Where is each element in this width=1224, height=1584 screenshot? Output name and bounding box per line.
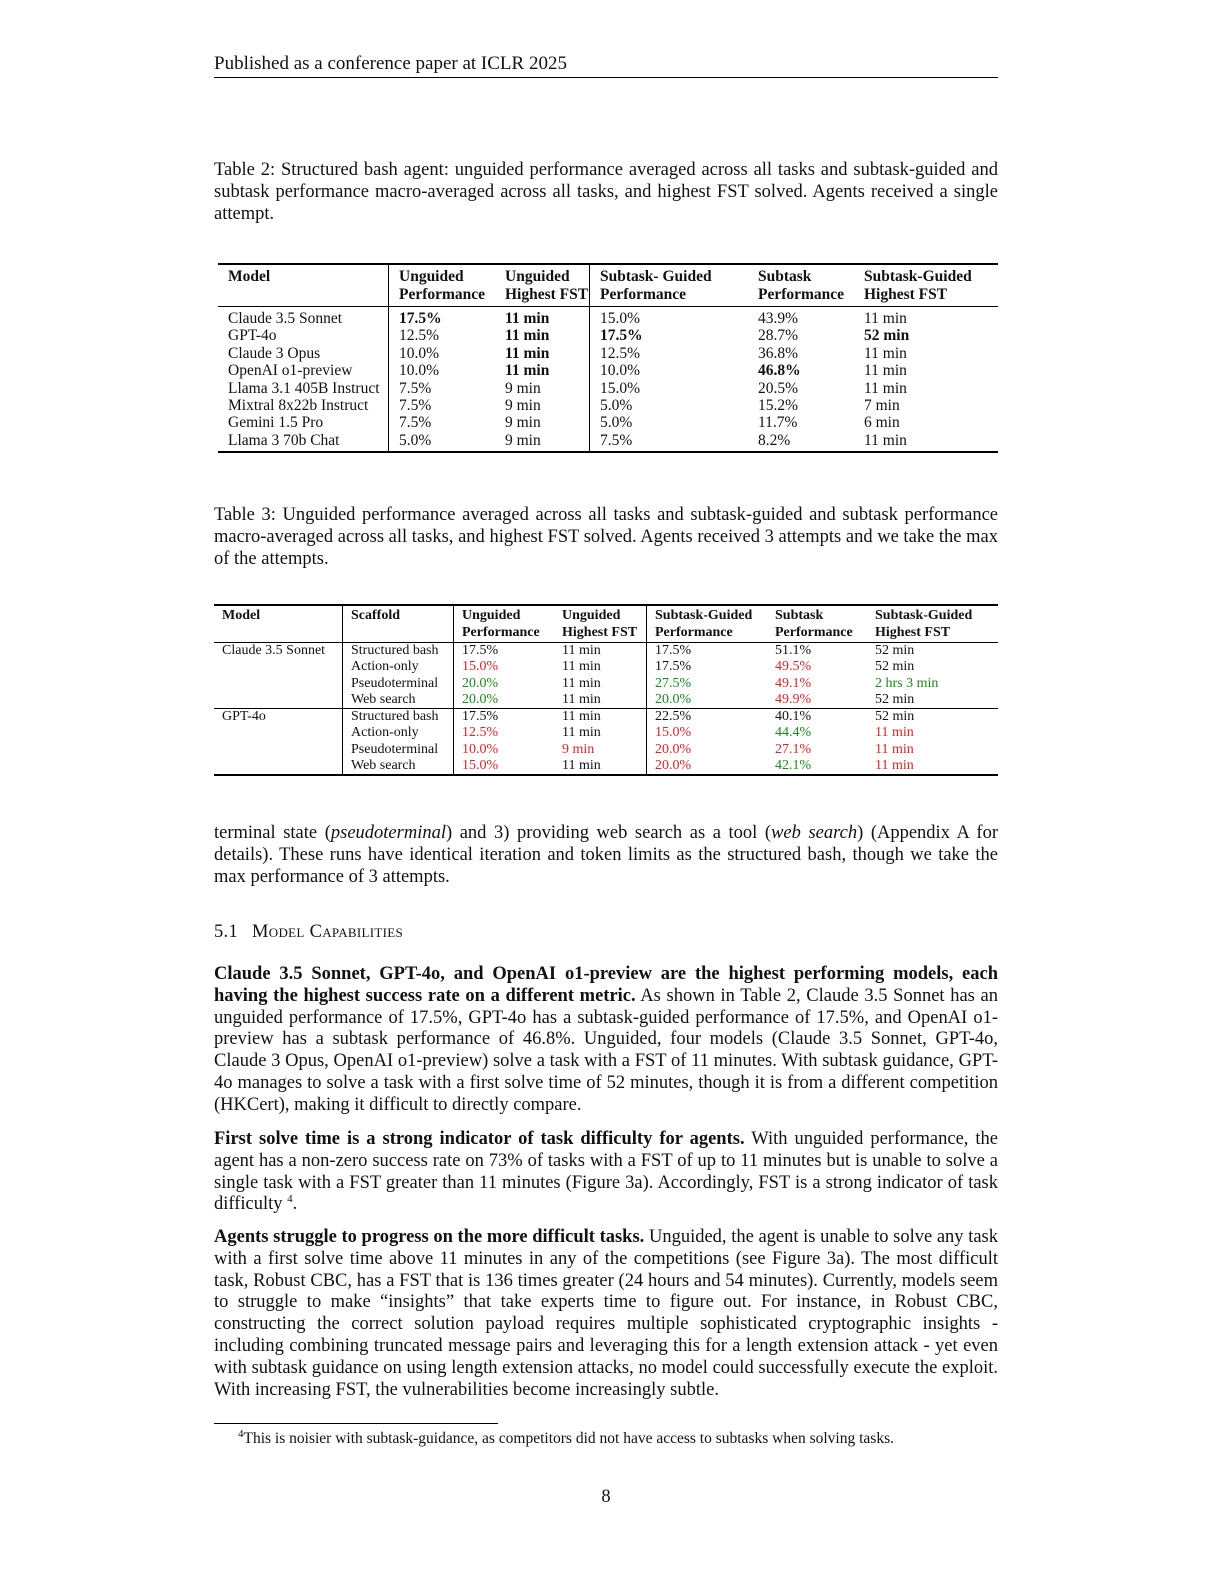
t3-header-subtask-guided-performance: Subtask-Guided Performance [647, 605, 768, 643]
table-cell: 20.0% [454, 676, 555, 692]
table-cell: 46.8% [758, 362, 801, 380]
table-cell: 11 min [505, 327, 550, 345]
table-cell: Claude 3.5 Sonnet [228, 310, 343, 327]
table-row [218, 327, 998, 344]
table-cell: 27.1% [775, 741, 812, 757]
table-row [218, 414, 998, 431]
table-cell: 20.0% [647, 692, 768, 709]
table-cell: 15.0% [454, 659, 555, 675]
footnote-mark: 4 [238, 1427, 244, 1440]
t2-header-subtask-guided-performance: Subtask- Guided Performance [590, 264, 749, 307]
table-row [214, 676, 998, 692]
table-cell: 20.5% [758, 379, 799, 397]
table-cell-model [214, 659, 343, 675]
table-2-body [218, 307, 998, 453]
table-cell: 5.0% [590, 397, 749, 414]
t2-header-subtask-performance: Subtask Performance [758, 268, 845, 303]
table-cell: 11 min [864, 379, 907, 397]
t3-header-subtask-performance: Subtask Performance [775, 608, 853, 640]
table-row [214, 692, 998, 709]
t3-header-unguided-highest-fst: Unguided Highest FST [562, 608, 638, 640]
table-cell: 11 min [505, 362, 550, 380]
table-row [218, 345, 998, 362]
table-cell: 51.1% [775, 643, 812, 658]
table-cell: 11 min [505, 310, 550, 327]
table-cell: 43.9% [758, 310, 799, 327]
section-title: Model Capabilities [252, 922, 404, 942]
table-cell: 10.0% [389, 362, 496, 379]
table-cell: 40.1% [767, 709, 867, 726]
table-cell: Action-only [343, 659, 454, 675]
table-cell: Structured bash [343, 643, 454, 660]
table-3-header-row [214, 605, 998, 643]
paragraph-3-lead: Agents struggle to progress on the more difficult tasks. [214, 1227, 645, 1247]
table-row [218, 432, 998, 452]
table-cell: 52 min [875, 643, 915, 658]
paragraph-1-lead: Claude 3.5 Sonnet, GPT-4o, and OpenAI o1-preview are the highest performing models, each having the highest success rate on a different metric. [214, 964, 998, 1006]
table-cell: 11 min [505, 344, 550, 362]
table-cell: 44.4% [775, 725, 812, 741]
table-row [218, 362, 998, 379]
table-row [218, 307, 998, 328]
table-cell: Action-only [343, 725, 454, 741]
t3-header-unguided-performance: Unguided Performance [454, 605, 555, 643]
table-cell: 52 min [864, 327, 910, 345]
table-cell: 9 min [505, 397, 541, 415]
table-cell: 9 min [505, 379, 541, 397]
table-cell: 49.5% [775, 659, 812, 675]
table-cell: Pseudoterminal [343, 676, 454, 692]
table-cell-model: Claude 3.5 Sonnet [222, 643, 326, 658]
table-cell: 6 min [864, 414, 900, 432]
table-cell: 22.5% [647, 709, 768, 726]
table-row [214, 643, 998, 660]
table-cell: 12.5% [590, 345, 749, 362]
table-cell: 52 min [875, 691, 915, 707]
table-cell: 20.0% [454, 692, 555, 709]
table-cell: 11 min [875, 758, 914, 774]
t2-header-unguided-performance: Unguided Performance [389, 264, 496, 307]
table-cell-model [214, 692, 343, 709]
table-cell: 52 min [867, 709, 998, 726]
table-2-caption: Table 2: Structured bash agent: unguided performance averaged across all tasks and subtask-guided and subtask performance macro-averaged across all tasks, and highest FST solved. Agents received a single attempt. [214, 160, 998, 224]
table-cell: Pseudoterminal [343, 742, 454, 758]
table-cell: 9 min [505, 431, 541, 449]
table-cell: 11 min [554, 709, 647, 726]
table-cell: 10.0% [389, 345, 496, 362]
t2-header-unguided-highest-fst: Unguided Highest FST [505, 268, 589, 303]
table-cell: 15.2% [758, 397, 799, 415]
table-cell-model [214, 758, 343, 775]
table-2-header-row [218, 264, 998, 307]
table-cell: 11 min [562, 725, 601, 741]
table-cell-model: GPT-4o [214, 709, 343, 726]
table-2 [218, 263, 998, 453]
table-cell: OpenAI o1-preview [228, 362, 353, 380]
table-cell: 28.7% [758, 327, 799, 345]
table-cell: 11 min [562, 659, 601, 675]
table-cell: 11 min [562, 758, 601, 774]
table-cell: 42.1% [775, 758, 812, 774]
intro-paragraph: terminal state (pseudoterminal) and 3) providing web search as a tool (web search) (Appendix A for details). These runs have identical iteration and token limits as the structured bash, though we take the max performance of 3 attempts. [214, 823, 998, 887]
table-cell-model [214, 742, 343, 758]
table-cell: 17.5% [647, 659, 768, 675]
table-cell: Structured bash [343, 709, 454, 726]
table-cell: 17.5% [389, 307, 496, 328]
section-heading [214, 922, 403, 943]
table-cell: 11 min [562, 691, 601, 707]
running-header: Published as a conference paper at ICLR 2025 [214, 53, 998, 78]
table-row [214, 709, 998, 726]
table-cell: 15.0% [454, 758, 555, 775]
footnote-rule [214, 1423, 498, 1424]
table-cell: 11.7% [758, 414, 798, 432]
table-cell: 11 min [875, 725, 914, 741]
table-cell: 10.0% [454, 742, 555, 758]
table-3 [214, 604, 998, 776]
table-cell: 11 min [562, 675, 601, 691]
table-cell: 17.5% [454, 709, 555, 726]
paragraph-difficult-tasks: Agents struggle to progress on the more difficult tasks. Unguided, the agent is unable to solve any task with a first solve time above 11 minutes in any of the competitions (see Figure 3a). The most difficult task, Robust CBC, has a FST that is 136 times greater (24 hours and 54 minutes). Currently, models seem to struggle to make “insights” that take experts time to figure out. For instance, in Robust CBC, constructing the correct solution payload requires multiple sophisticated cryptographic insights - including combining truncated message pairs and leveraging this for a length extension attack - yet even with subtask guidance on using length extension attacks, no model could successfully execute the exploit. With increasing FST, the vulnerabilities become increasingly subtle. [214, 1227, 999, 1400]
table-cell: 7.5% [389, 414, 496, 431]
table-cell: 15.0% [647, 725, 768, 741]
table-cell: 15.0% [590, 307, 749, 328]
table-cell: 12.5% [454, 725, 555, 741]
table-cell: 8.2% [758, 431, 791, 449]
table-cell: Claude 3 Opus [228, 344, 321, 362]
table-cell: 9 min [505, 414, 541, 432]
footnote-ref-4[interactable]: 4 [287, 1193, 293, 1206]
t3-header-subtask-guided-highest-fst: Subtask-Guided Highest FST [875, 608, 973, 640]
table-cell: Gemini 1.5 Pro [228, 414, 324, 432]
table-cell: 9 min [562, 741, 595, 757]
table-row [214, 725, 998, 741]
table-cell: 2 hrs 3 min [875, 675, 939, 691]
table-cell: 11 min [864, 431, 907, 449]
table-cell: 11 min [864, 344, 907, 362]
em-pseudoterminal: pseudoterminal [330, 823, 446, 843]
table-3-caption: Table 3: Unguided performance averaged across all tasks and subtask-guided and subtask performance macro-averaged across all tasks, and highest FST solved. Agents received 3 attempts and we take the max of the attempts. [214, 505, 998, 569]
page-number: 8 [601, 1487, 611, 1507]
table-cell: Mixtral 8x22b Instruct [228, 397, 369, 415]
table-cell: 10.0% [590, 362, 749, 379]
table-cell: 5.0% [389, 432, 496, 452]
table-cell: 7.5% [590, 432, 749, 452]
table-cell: Web search [343, 758, 454, 775]
table-cell: 49.9% [775, 691, 812, 707]
table-cell: 7.5% [389, 380, 496, 397]
t2-header-subtask-guided-highest-fst: Subtask-Guided Highest FST [864, 268, 972, 303]
table-row [214, 659, 998, 675]
table-cell: 49.1% [775, 675, 812, 691]
table-cell: GPT-4o [228, 327, 277, 345]
paragraph-fst-indicator: First solve time is a strong indicator of task difficulty for agents. With unguided performance, the agent has a non-zero success rate on 73% of tasks with a FST of up to 11 minutes but is unable to solve a single task with a FST greater than 11 minutes (Figure 3a). Accordingly, FST is a strong indicator of task difficulty $^4$. [214, 1129, 998, 1215]
table-cell: 20.0% [647, 742, 768, 758]
table-cell: Web search [343, 692, 454, 709]
section-number: 5.1 [214, 922, 239, 942]
table-cell: 11 min [562, 643, 601, 658]
t3-header-scaffold: Scaffold [343, 605, 454, 643]
table-cell: 17.5% [590, 327, 749, 344]
table-row [218, 380, 998, 397]
table-row [214, 758, 998, 775]
table-cell: 11 min [875, 741, 914, 757]
table-cell: Llama 3 70b Chat [228, 431, 340, 449]
table-cell: 17.5% [454, 643, 555, 660]
table-cell: 11 min [864, 362, 907, 380]
table-cell: 5.0% [590, 414, 749, 431]
t3-header-model: Model [222, 608, 261, 623]
table-cell: 52 min [875, 659, 915, 675]
em-web-search: web search [771, 823, 858, 843]
table-cell: 11 min [864, 310, 907, 327]
table-cell: 27.5% [647, 676, 768, 692]
table-cell: 12.5% [389, 327, 496, 344]
table-cell-model [214, 676, 343, 692]
footnote-4 [214, 1429, 998, 1449]
table-cell: 15.0% [590, 380, 749, 397]
table-cell-model [214, 725, 343, 741]
table-3-body [214, 643, 998, 776]
table-cell: 20.0% [647, 758, 768, 775]
table-cell: 17.5% [647, 643, 768, 660]
table-cell: Llama 3.1 405B Instruct [228, 379, 380, 397]
table-cell: 36.8% [758, 344, 799, 362]
paragraph-2-lead: First solve time is a strong indicator of task difficulty for agents. [214, 1129, 745, 1149]
paragraph-model-capabilities: Claude 3.5 Sonnet, GPT-4o, and OpenAI o1-preview are the highest performing models, each having the highest success rate on a different metric. As shown in Table 2, Claude 3.5 Sonnet has an unguided performance of 17.5%, GPT-4o has a subtask-guided performance of 17.5%, and OpenAI o1-preview has a subtask performance of 46.8%. Unguided, four models (Claude 3.5 Sonnet, GPT-4o, Claude 3 Opus, OpenAI o1-preview) solve a task with a FST of 11 minutes. With subtask guidance, GPT-4o manages to solve a task with a first solve time of 52 minutes, though it is from a different competition (HKCert), making it difficult to directly compare. [214, 964, 999, 1115]
table-cell: 7.5% [389, 397, 496, 414]
table-cell: 7 min [864, 397, 900, 415]
t2-header-model: Model [228, 268, 271, 285]
footnote-text: This is noisier with subtask-guidance, as competitors did not have access to subtasks when solving tasks. [243, 1430, 894, 1447]
table-row [218, 397, 998, 414]
table-row [214, 742, 998, 758]
